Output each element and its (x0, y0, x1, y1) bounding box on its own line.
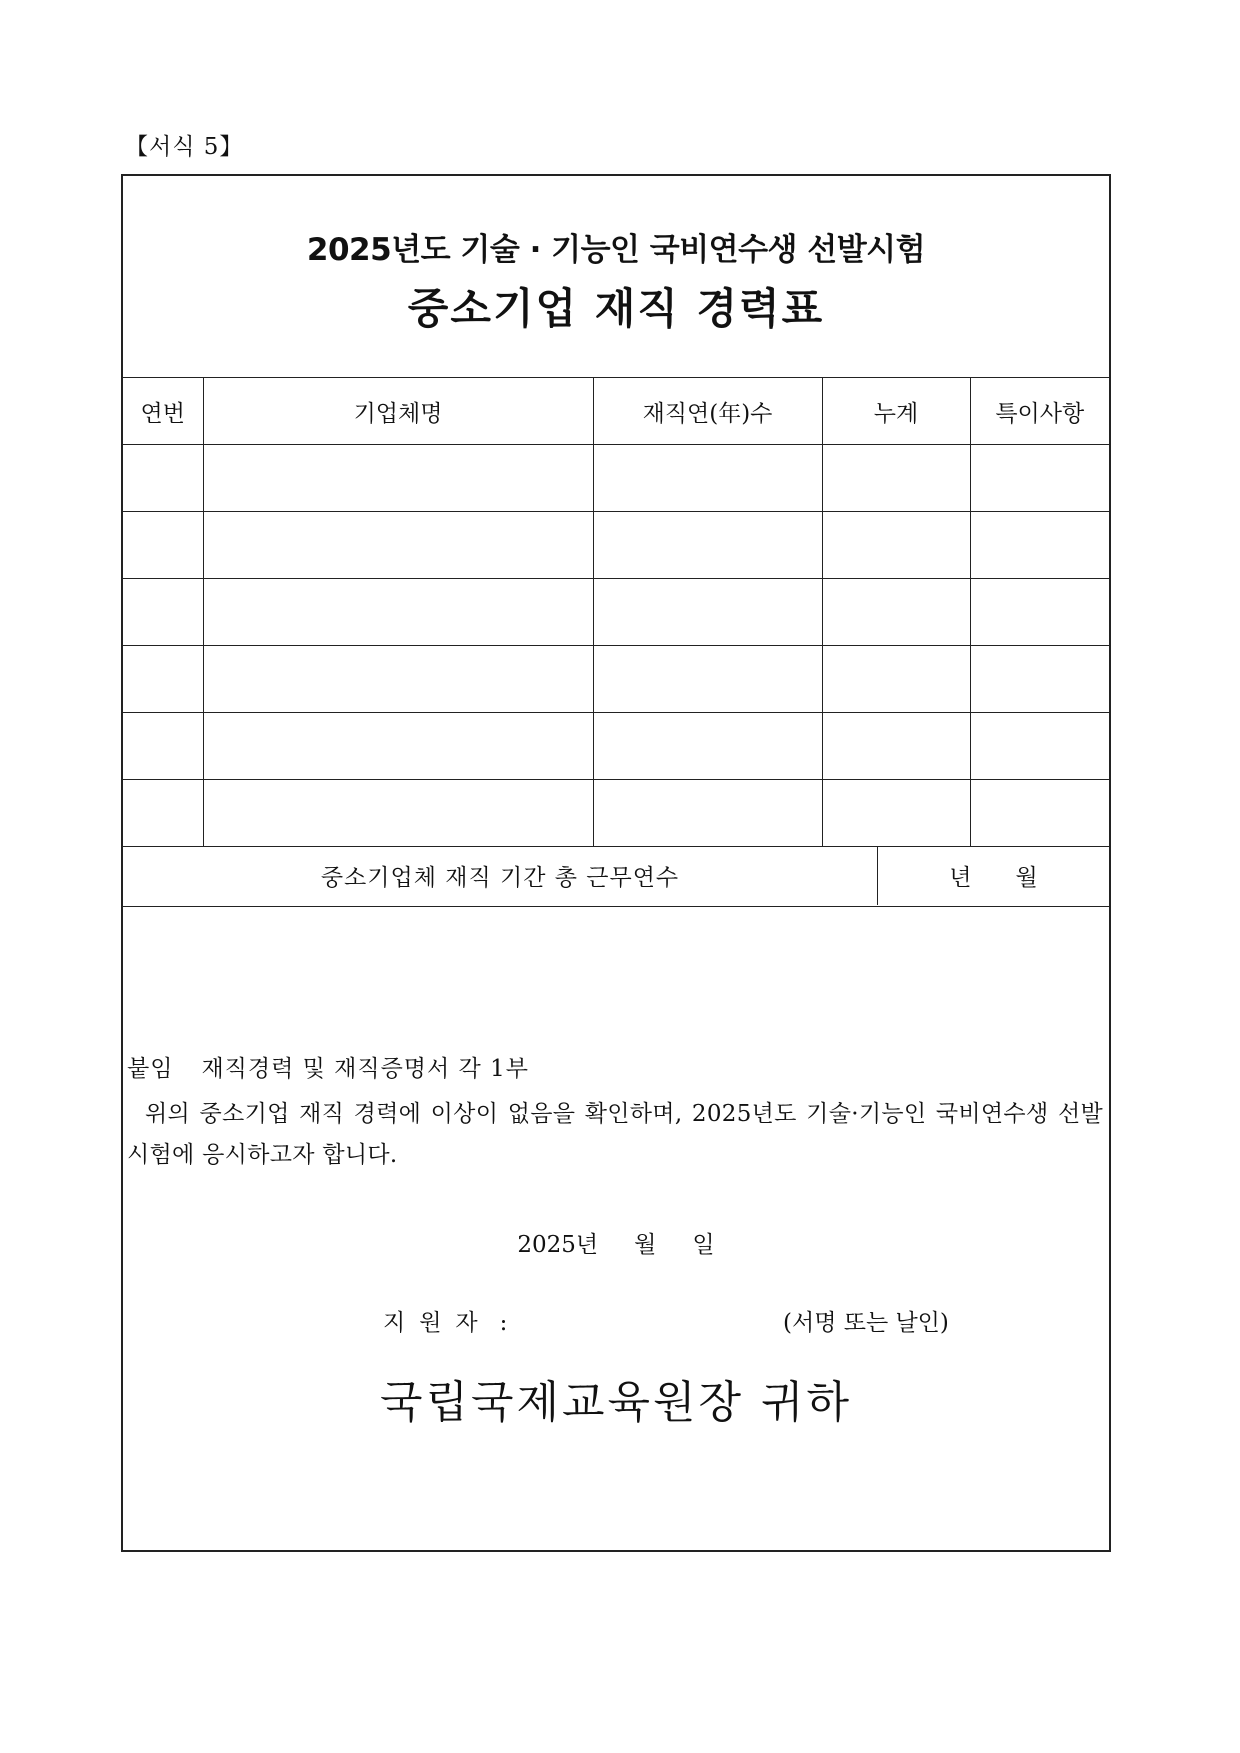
form-frame (121, 174, 1111, 1552)
form-title-line1: 2025년도 기술 · 기능인 국비연수생 선발시험 (306, 232, 926, 268)
company-name-cell[interactable] (203, 445, 593, 512)
total-years-field[interactable] (878, 846, 1109, 905)
years-cell[interactable] (593, 512, 822, 579)
years-cell[interactable] (593, 445, 822, 512)
table-row (123, 780, 1109, 847)
signature-note: (서명 또는 날인) (783, 1310, 949, 1336)
declaration-text: 위의 중소기업 재직 경력에 이상이 없음을 확인하며, 2025년도 기술·기능인 국비연수생 선발시험에 응시하고자 합니다. (127, 1101, 1103, 1168)
remarks-cell[interactable] (970, 713, 1109, 780)
table-row (123, 713, 1109, 780)
cumulative-cell[interactable] (822, 713, 970, 780)
serial-cell[interactable] (123, 579, 203, 646)
date-month: 월 (634, 1232, 657, 1258)
header-serial-number: 연번 (123, 378, 203, 445)
serial-cell[interactable] (123, 512, 203, 579)
years-cell[interactable] (593, 780, 822, 847)
total-years-row (123, 846, 1109, 907)
date-day: 일 (692, 1232, 715, 1258)
table-row (123, 512, 1109, 579)
header-years-employed: 재직연(年)수 (593, 378, 822, 445)
cumulative-cell[interactable] (822, 579, 970, 646)
attachment-text: 재직경력 및 재직증명서 각 1부 (201, 1056, 529, 1082)
attachment-label: 붙임 (127, 1056, 174, 1082)
applicant-label: 지원자 (383, 1310, 492, 1336)
cumulative-cell[interactable] (822, 512, 970, 579)
date-line (123, 1226, 1109, 1259)
serial-cell[interactable] (123, 713, 203, 780)
attachment-note (127, 1050, 529, 1083)
serial-cell[interactable] (123, 646, 203, 713)
table-row (123, 445, 1109, 512)
form-title-line2: 중소기업 재직 경력표 (407, 284, 825, 333)
years-cell[interactable] (593, 646, 822, 713)
year-unit: 년 (949, 865, 972, 891)
applicant-colon: : (499, 1310, 508, 1336)
years-cell[interactable] (593, 579, 822, 646)
remarks-cell[interactable] (970, 579, 1109, 646)
remarks-cell[interactable] (970, 780, 1109, 847)
cumulative-cell[interactable] (822, 780, 970, 847)
form-number-label: 【서식 5】 (125, 134, 244, 160)
applicant-line (383, 1304, 949, 1337)
header-company-name: 기업체명 (203, 378, 593, 445)
recipient: 국립국제교육원장 귀하 (379, 1377, 853, 1428)
company-name-cell[interactable] (203, 512, 593, 579)
serial-cell[interactable] (123, 780, 203, 847)
month-unit: 월 (1015, 865, 1038, 891)
company-name-cell[interactable] (203, 713, 593, 780)
table-row (123, 646, 1109, 713)
header-cumulative: 누계 (822, 378, 970, 445)
cumulative-cell[interactable] (822, 445, 970, 512)
company-name-cell[interactable] (203, 780, 593, 847)
remarks-cell[interactable] (970, 445, 1109, 512)
title-area (123, 176, 1109, 378)
career-table (123, 378, 1109, 847)
company-name-cell[interactable] (203, 646, 593, 713)
remarks-cell[interactable] (970, 512, 1109, 579)
table-row (123, 579, 1109, 646)
table-header-row (123, 378, 1109, 445)
serial-cell[interactable] (123, 445, 203, 512)
years-cell[interactable] (593, 713, 822, 780)
company-name-cell[interactable] (203, 579, 593, 646)
total-years-label: 중소기업체 재직 기간 총 근무연수 (123, 846, 878, 905)
cumulative-cell[interactable] (822, 646, 970, 713)
remarks-cell[interactable] (970, 646, 1109, 713)
date-year: 2025년 (517, 1232, 599, 1258)
header-remarks: 특이사항 (970, 378, 1109, 445)
